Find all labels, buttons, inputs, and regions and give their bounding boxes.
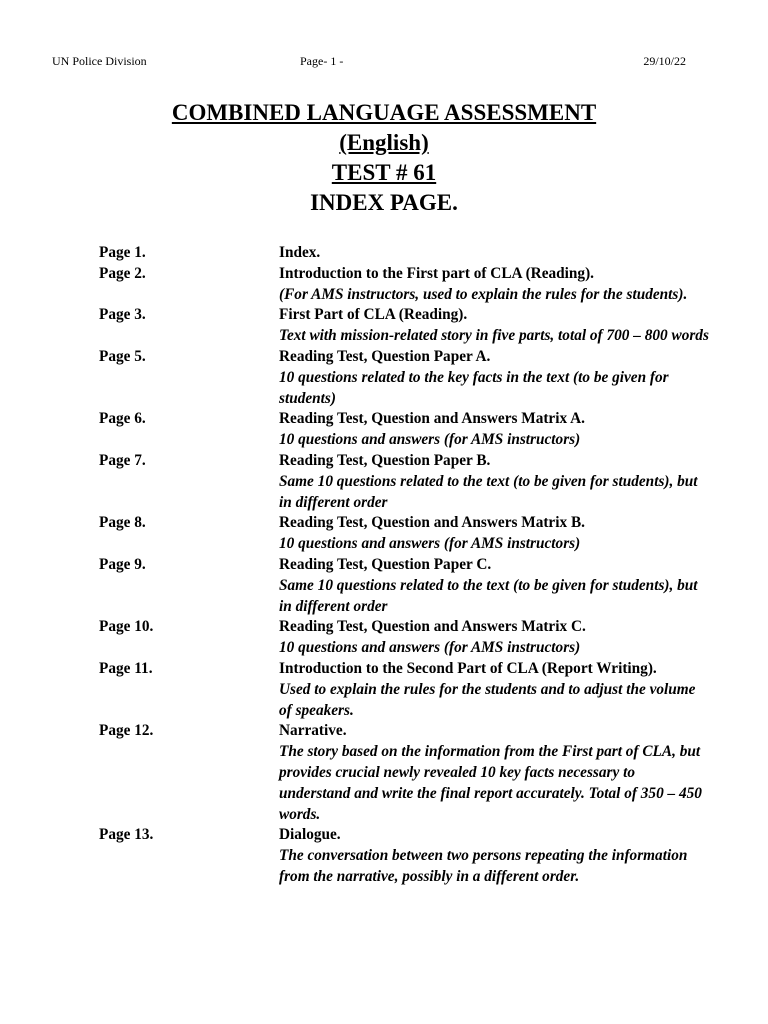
- entry-page-number: Page 6.: [99, 410, 146, 428]
- entry-description: [279, 555, 709, 617]
- entry-page-number: Page 9.: [99, 555, 146, 573]
- entry-page-number: Page 1.: [99, 244, 146, 261]
- entry-title: First Part of CLA (Reading).: [279, 306, 468, 324]
- entry-note: Used to explain the rules for the students and to adjust the volume of speakers.: [279, 680, 696, 719]
- entry-description: [279, 451, 709, 513]
- index-entry: [99, 409, 711, 451]
- entry-note: 10 questions and answers (for AMS instructors): [279, 431, 581, 449]
- entry-page-number: Page 2.: [99, 264, 146, 282]
- entry-title: Reading Test, Question Paper A.: [279, 347, 491, 365]
- page-header: [52, 54, 692, 70]
- entry-page-number: Page 3.: [99, 306, 146, 324]
- test-number: TEST # 61: [331, 160, 437, 185]
- entry-title: Narrative.: [279, 722, 347, 740]
- entry-note: Same 10 questions related to the text (to be given for students), but in different order: [279, 576, 698, 615]
- entry-note: 10 questions and answers (for AMS instructors): [279, 535, 581, 553]
- entry-note: The conversation between two persons repeating the information from the narrative, possibly in a different order.: [279, 847, 688, 885]
- index-entry: [99, 513, 711, 555]
- entry-description: [279, 721, 709, 825]
- entry-note: Text with mission-related story in five parts, total of 700 – 800 words: [279, 327, 709, 345]
- index-list: [99, 243, 711, 888]
- entry-note: Same 10 questions related to the text (to be given for students), but in different order: [279, 472, 698, 511]
- entry-title: Index.: [279, 244, 321, 261]
- entry-note: 10 questions and answers (for AMS instructors): [279, 639, 581, 657]
- entry-note: The story based on the information from the First part of CLA, but provides crucial newly revealed 10 key facts necessary to understand and write the final report accurately. Total of 350 – 450 words.: [279, 743, 702, 823]
- entry-description: [279, 264, 709, 306]
- entry-title: Reading Test, Question and Answers Matrix C.: [279, 618, 586, 636]
- entry-page-number: Page 5.: [99, 347, 146, 365]
- entry-title: Reading Test, Question Paper B.: [279, 451, 491, 469]
- index-entry: [99, 451, 711, 513]
- index-entry: [99, 617, 711, 659]
- entry-page-number: Page 7.: [99, 451, 146, 469]
- entry-note: (For AMS instructors, used to explain the rules for the students).: [279, 285, 688, 303]
- document-title-block: [0, 98, 768, 218]
- index-entry: [99, 721, 711, 825]
- entry-description: [279, 617, 709, 659]
- index-page-heading: INDEX PAGE.: [310, 190, 458, 215]
- entry-page-number: Page 12.: [99, 722, 154, 740]
- entry-description: [279, 513, 709, 555]
- header-organization: UN Police Division: [52, 54, 147, 68]
- entry-title: Reading Test, Question and Answers Matrix B.: [279, 514, 585, 532]
- document-language: (English): [339, 130, 429, 155]
- document-title: COMBINED LANGUAGE ASSESSMENT: [171, 100, 597, 125]
- index-entry: [99, 555, 711, 617]
- entry-title: Introduction to the Second Part of CLA (Report Writing).: [279, 659, 657, 677]
- index-entry: [99, 659, 711, 721]
- entry-page-number: Page 11.: [99, 659, 153, 677]
- header-date: 29/10/22: [643, 54, 686, 68]
- entry-note: 10 questions related to the key facts in the text (to be given for students): [279, 368, 669, 407]
- header-page-number: Page- 1 -: [300, 54, 344, 68]
- entry-page-number: Page 10.: [99, 618, 154, 636]
- entry-title: Introduction to the First part of CLA (Reading).: [279, 264, 594, 282]
- index-entry: [99, 243, 711, 264]
- entry-page-number: Page 13.: [99, 826, 154, 844]
- entry-description: [279, 825, 709, 887]
- entry-title: Reading Test, Question Paper C.: [279, 555, 492, 573]
- index-entry: [99, 825, 711, 887]
- entry-title: Dialogue.: [279, 826, 341, 844]
- entry-description: [279, 243, 709, 264]
- entry-description: [279, 409, 709, 451]
- entry-description: [279, 659, 709, 721]
- index-entry: [99, 305, 711, 347]
- entry-description: [279, 347, 709, 409]
- entry-title: Reading Test, Question and Answers Matrix A.: [279, 410, 585, 428]
- index-entry: [99, 264, 711, 306]
- index-entry: [99, 347, 711, 409]
- entry-page-number: Page 8.: [99, 514, 146, 532]
- entry-description: [279, 305, 709, 347]
